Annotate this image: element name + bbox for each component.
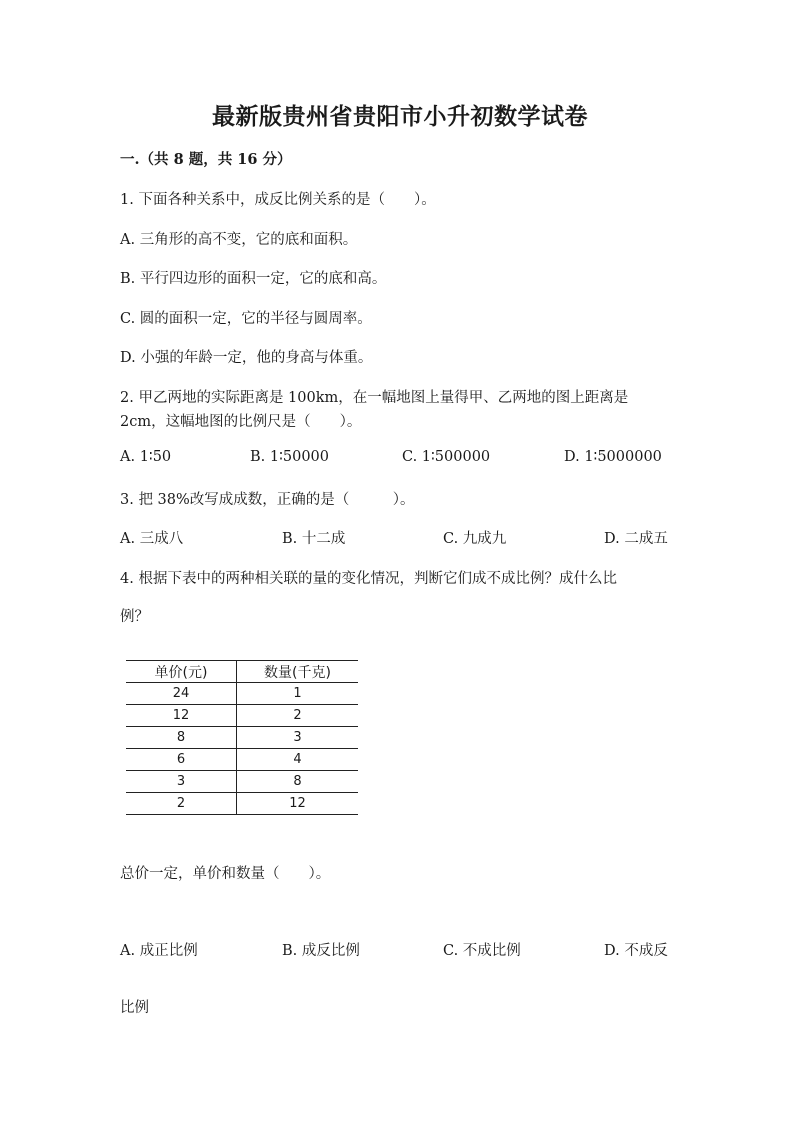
- question-4-options: [120, 939, 672, 961]
- table-cell-unit-price: 3: [126, 771, 237, 793]
- table-cell-quantity: 3: [237, 727, 359, 749]
- table-header-quantity: 数量(千克): [237, 661, 359, 683]
- table-cell-unit-price: 6: [126, 749, 237, 771]
- table-cell-unit-price: 2: [126, 793, 237, 815]
- table-row: [126, 705, 358, 727]
- question-2-option-d: D. 1∶5000000: [564, 449, 662, 465]
- question-2-option-c: C. 1∶500000: [402, 449, 491, 465]
- question-4-option-d: D. 不成反: [604, 943, 668, 959]
- question-2-options: [120, 449, 672, 471]
- table-row: [126, 793, 358, 815]
- question-4-option-b: B. 成反比例: [282, 943, 360, 959]
- question-3-options: [120, 527, 672, 549]
- question-2-stem-line-1: 2. 甲乙两地的实际距离是 100km，在一幅地图上量得甲、乙两地的图上距离是: [120, 390, 629, 406]
- question-4-option-d-continuation: 比例: [120, 1000, 149, 1016]
- question-3-option-c: C. 九成九: [443, 531, 507, 547]
- table-cell-quantity: 1: [237, 683, 359, 705]
- table-row: [126, 683, 358, 705]
- question-3-option-d: D. 二成五: [604, 531, 668, 547]
- question-4-prompt: 总价一定，单价和数量（ ）。: [120, 866, 331, 882]
- table-row: [126, 749, 358, 771]
- question-3-option-b: B. 十二成: [282, 531, 346, 547]
- table-cell-quantity: 4: [237, 749, 359, 771]
- table-cell-unit-price: 12: [126, 705, 237, 727]
- table-cell-quantity: 12: [237, 793, 359, 815]
- question-4-stem-line-1: 4. 根据下表中的两种相关联的量的变化情况，判断它们成不成比例？成什么比: [120, 571, 617, 587]
- table-cell-quantity: 2: [237, 705, 359, 727]
- question-4-stem-line-2: 例？: [120, 609, 149, 625]
- question-1-option-a: A. 三角形的高不变，它的底和面积。: [120, 232, 358, 248]
- table-cell-quantity: 8: [237, 771, 359, 793]
- table-row: [126, 771, 358, 793]
- question-4-option-a: A. 成正比例: [120, 943, 198, 959]
- question-1-stem: 1. 下面各种关系中，成反比例关系的是（ ）。: [120, 192, 436, 208]
- table-cell-unit-price: 8: [126, 727, 237, 749]
- question-3-option-a: A. 三成八: [120, 531, 184, 547]
- question-4-option-c: C. 不成比例: [443, 943, 521, 959]
- question-1-option-c: C. 圆的面积一定，它的半径与圆周率。: [120, 311, 372, 327]
- page-title: 最新版贵州省贵阳市小升初数学试卷: [212, 103, 588, 130]
- question-2-option-b: B. 1∶50000: [250, 449, 329, 465]
- table-cell-unit-price: 24: [126, 683, 237, 705]
- table-header-unit-price: 单价(元): [126, 661, 237, 683]
- question-1-option-b: B. 平行四边形的面积一定，它的底和高。: [120, 271, 387, 287]
- question-2-option-a: A. 1∶50: [120, 449, 172, 465]
- price-quantity-table: [126, 660, 358, 815]
- table-header-row: [126, 661, 358, 683]
- question-3-stem: 3. 把 38%改写成成数，正确的是（ ）。: [120, 492, 415, 508]
- section-heading: 一.（共 8 题，共 16 分）: [120, 151, 292, 168]
- table-row: [126, 727, 358, 749]
- question-2-stem-line-2: 2cm，这幅地图的比例尺是（ ）。: [120, 414, 362, 430]
- question-1-option-d: D. 小强的年龄一定，他的身高与体重。: [120, 350, 373, 366]
